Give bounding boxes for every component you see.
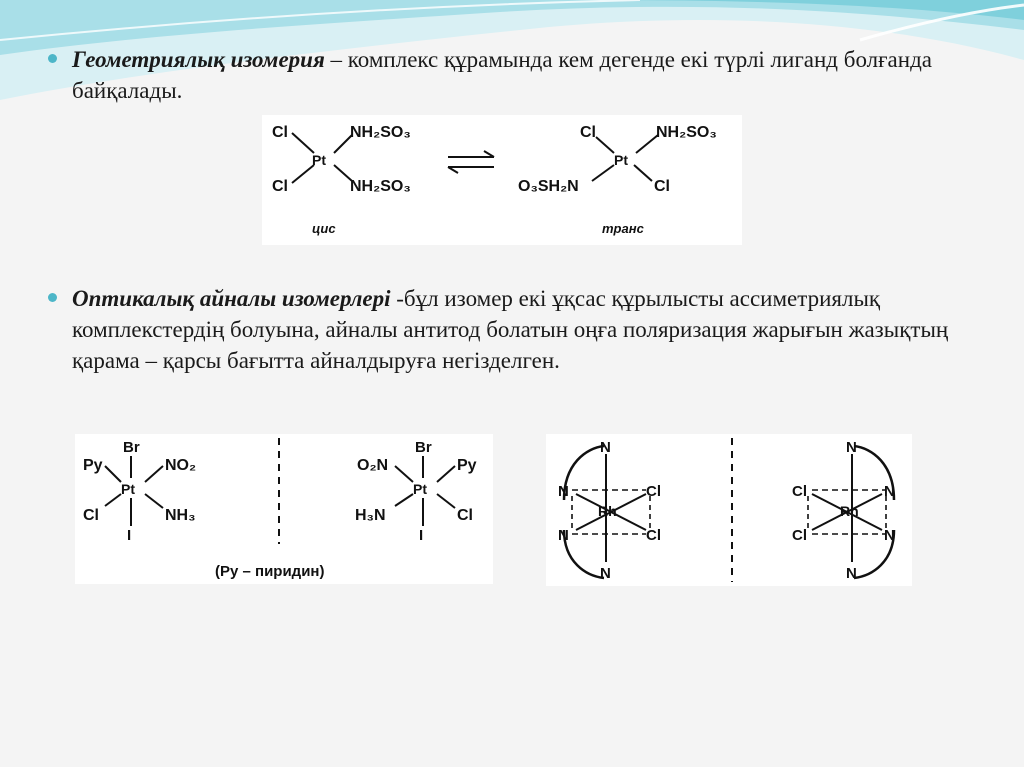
trans-center-atom: Pt [614, 152, 628, 168]
rh-left-ligand-left-up: N [558, 483, 569, 500]
trans-ligand-tr: NH₂SO₃ [656, 124, 717, 141]
trans-isomer [518, 124, 717, 236]
cis-ligand-tl: Cl [272, 124, 288, 141]
right-ligand-left-down: H₃N [355, 507, 386, 524]
term-geometric-isomerism: Геометриялық изомерия [72, 47, 325, 72]
trans-ligand-tl: Cl [580, 124, 596, 141]
definition-optical-isomerism: -бұл изомер екі ұқсас құрылысты ассиметриялық комплекстердің болуына, айналы антитод болатын оңға поляризация жарығын жазықтың қарама – қарсы бағытта айналдыруға негізделген. [72, 286, 949, 373]
left-ligand-left-down: Cl [83, 507, 99, 524]
left-ligand-left-up: Py [83, 457, 103, 474]
left-ligand-top: Br [123, 439, 140, 456]
rh-left-ligand-right-up: Cl [646, 483, 661, 500]
left-ligand-right-up: NO₂ [165, 457, 197, 474]
rh-left-ligand-top: N [600, 439, 611, 456]
bullet-geometric-isomerism [48, 44, 978, 106]
right-ligand-top: Br [415, 439, 432, 456]
definition-geometric-isomerism: – комплекс құрамында кем дегенде екі түрлі лиганд болғанда байқалады. [72, 47, 932, 103]
rh-right-ligand-top: N [846, 439, 857, 456]
bullet-icon [48, 54, 57, 63]
pyridine-note: (Py – пиридин) [215, 563, 325, 580]
term-optical-isomerism: Оптикалық айналы изомерлері [72, 286, 391, 311]
cis-center-atom: Pt [312, 152, 326, 168]
bullet-optical-isomerism [48, 283, 978, 376]
trans-ligand-br: Cl [654, 178, 670, 195]
rh-left-center-atom: Rh [598, 503, 617, 519]
rh-right-ligand-left-up: Cl [792, 483, 807, 500]
rh-left-ligand-bottom: N [600, 565, 611, 582]
figure-rh-enantiomers [546, 434, 912, 586]
bullet-text [72, 283, 978, 376]
rh-enantiomer-left [558, 439, 661, 582]
left-ligand-right-down: NH₃ [165, 507, 196, 524]
right-ligand-bottom: I [419, 527, 424, 544]
rh-right-ligand-right-up: N [884, 483, 895, 500]
cis-ligand-br: NH₂SO₃ [350, 178, 411, 195]
rh-right-ligand-right-down: N [884, 527, 895, 544]
pt-enantiomer-right [355, 439, 477, 544]
figure-pt-enantiomers [75, 434, 493, 584]
right-ligand-right-up: Py [457, 457, 477, 474]
trans-caption: транс [602, 221, 644, 236]
trans-ligand-bl: O₃SH₂N [518, 178, 579, 195]
bullet-text [72, 44, 978, 106]
bullet-icon [48, 293, 57, 302]
rh-right-ligand-left-down: Cl [792, 527, 807, 544]
cis-caption: цис [312, 221, 336, 236]
cis-isomer [272, 124, 411, 236]
rh-left-ligand-right-down: Cl [646, 527, 661, 544]
equilibrium-arrows-icon [448, 151, 494, 173]
left-center-atom: Pt [121, 481, 135, 497]
right-ligand-right-down: Cl [457, 507, 473, 524]
rh-right-ligand-bottom: N [846, 565, 857, 582]
rh-left-ligand-left-down: N [558, 527, 569, 544]
figure-cis-trans [262, 115, 742, 245]
pt-enantiomer-left [83, 439, 196, 544]
left-ligand-bottom: I [127, 527, 132, 544]
cis-ligand-bl: Cl [272, 178, 288, 195]
rh-enantiomer-right [792, 439, 895, 582]
right-ligand-left-up: O₂N [357, 457, 389, 474]
rh-right-center-atom: Rh [840, 503, 859, 519]
cis-ligand-tr: NH₂SO₃ [350, 124, 411, 141]
right-center-atom: Pt [413, 481, 427, 497]
